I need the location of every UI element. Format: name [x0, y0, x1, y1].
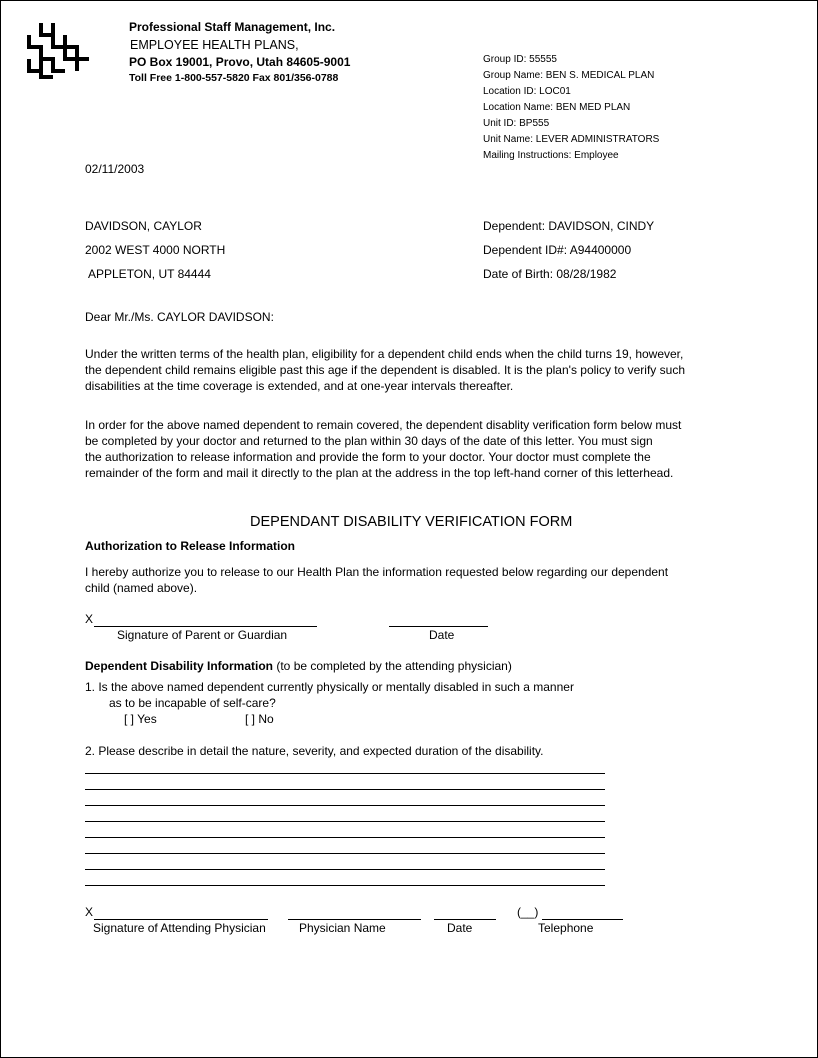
recipient-street: 2002 WEST 4000 NORTH [85, 243, 226, 257]
location-id: Location ID: LOC01 [483, 86, 571, 97]
paragraph-line: I hereby authorize you to release to our Health Plan the information requested below regarding our dependent [85, 565, 669, 579]
description-line[interactable] [85, 805, 605, 806]
group-id: Group ID: 55555 [483, 54, 557, 65]
letter-date: 02/11/2003 [85, 162, 145, 176]
location-name: Location Name: BEN MED PLAN [483, 102, 631, 113]
question-2: 2. Please describe in detail the nature, severity, and expected duration of the disability. [85, 744, 544, 758]
description-line[interactable] [85, 837, 605, 838]
parent-date-line[interactable] [389, 626, 488, 627]
company-phones: Toll Free 1-800-557-5820 Fax 801/356-0788 [129, 72, 339, 84]
recipient-name: DAVIDSON, CAYLOR [85, 219, 202, 233]
no-checkbox[interactable]: [ ] No [245, 712, 274, 726]
physician-date-line[interactable] [434, 919, 496, 920]
description-line[interactable] [85, 869, 605, 870]
paragraph-line: child (named above). [85, 581, 198, 595]
recipient-city: APPLETON, UT 84444 [88, 267, 211, 281]
disability-subtext: (to be completed by the attending physician) [273, 659, 512, 673]
question-1: 1. Is the above named dependent currently physically or mentally disabled in such a manner [85, 680, 574, 694]
paragraph-line: Under the written terms of the health plan, eligibility for a dependent child ends when the child turns 19, however, [85, 347, 684, 361]
paragraph-line: the authorization to release information and provide the form to your doctor. Your doctor must complete the [85, 450, 651, 464]
paragraph-line: be completed by your doctor and returned to the plan within 30 days of the date of this letter. You must sign [85, 434, 653, 448]
description-line[interactable] [85, 821, 605, 822]
company-address: PO Box 19001, Provo, Utah 84605-9001 [129, 55, 351, 69]
x-mark: X [85, 612, 94, 626]
dependent-name: Dependent: DAVIDSON, CINDY [483, 219, 655, 233]
instructions-paragraph [85, 417, 751, 481]
physician-signature-line[interactable] [94, 919, 268, 920]
salutation: Dear Mr./Ms. CAYLOR DAVIDSON: [85, 310, 274, 324]
description-line[interactable] [85, 853, 605, 854]
plan-name: EMPLOYEE HEALTH PLANS, [130, 38, 299, 52]
dependent-dob: Date of Birth: 08/28/1982 [483, 267, 617, 281]
eligibility-paragraph [85, 346, 751, 394]
phone-area-code[interactable]: (__) [517, 905, 539, 919]
company-logo-icon [25, 21, 91, 79]
unit-name: Unit Name: LEVER ADMINISTRATORS [483, 134, 660, 145]
physician-date-caption: Date [447, 921, 473, 935]
paragraph-line: the dependent child remains eligible past this age if the dependent is disabled. It is the plan's policy to verify such [85, 363, 685, 377]
x-mark-physician: X [85, 905, 94, 919]
form-title: DEPENDANT DISABILITY VERIFICATION FORM [250, 514, 573, 530]
description-line[interactable] [85, 773, 605, 774]
auth-heading: Authorization to Release Information [85, 539, 296, 553]
physician-phone-line[interactable] [542, 919, 623, 920]
paragraph-line: disabilities at the time coverage is extended, and at one-year intervals thereafter. [85, 379, 514, 393]
group-name: Group Name: BEN S. MEDICAL PLAN [483, 70, 655, 81]
parent-date-caption: Date [429, 628, 455, 642]
auth-text [85, 564, 751, 596]
description-line[interactable] [85, 789, 605, 790]
disability-heading: Dependent Disability Information [85, 659, 274, 673]
company-name: Professional Staff Management, Inc. [129, 20, 336, 34]
mailing-instructions: Mailing Instructions: Employee [483, 150, 619, 161]
physician-signature-caption: Signature of Attending Physician [93, 921, 266, 935]
dependent-id: Dependent ID#: A94400000 [483, 243, 632, 257]
physician-name-caption: Physician Name [299, 921, 386, 935]
yes-checkbox[interactable]: [ ] Yes [124, 712, 157, 726]
description-line[interactable] [85, 885, 605, 886]
paragraph-line: In order for the above named dependent to remain covered, the dependent disablity verification form below must [85, 418, 682, 432]
disability-heading-row [85, 659, 512, 673]
physician-name-line[interactable] [288, 919, 421, 920]
parent-signature-caption: Signature of Parent or Guardian [117, 628, 288, 642]
unit-id: Unit ID: BP555 [483, 118, 550, 129]
telephone-caption: Telephone [538, 921, 594, 935]
question-1-continued: as to be incapable of self-care? [109, 696, 276, 710]
parent-signature-line[interactable] [94, 626, 317, 627]
paragraph-line: remainder of the form and mail it directly to the plan at the address in the top left-hand corner of this letterhead. [85, 466, 674, 480]
